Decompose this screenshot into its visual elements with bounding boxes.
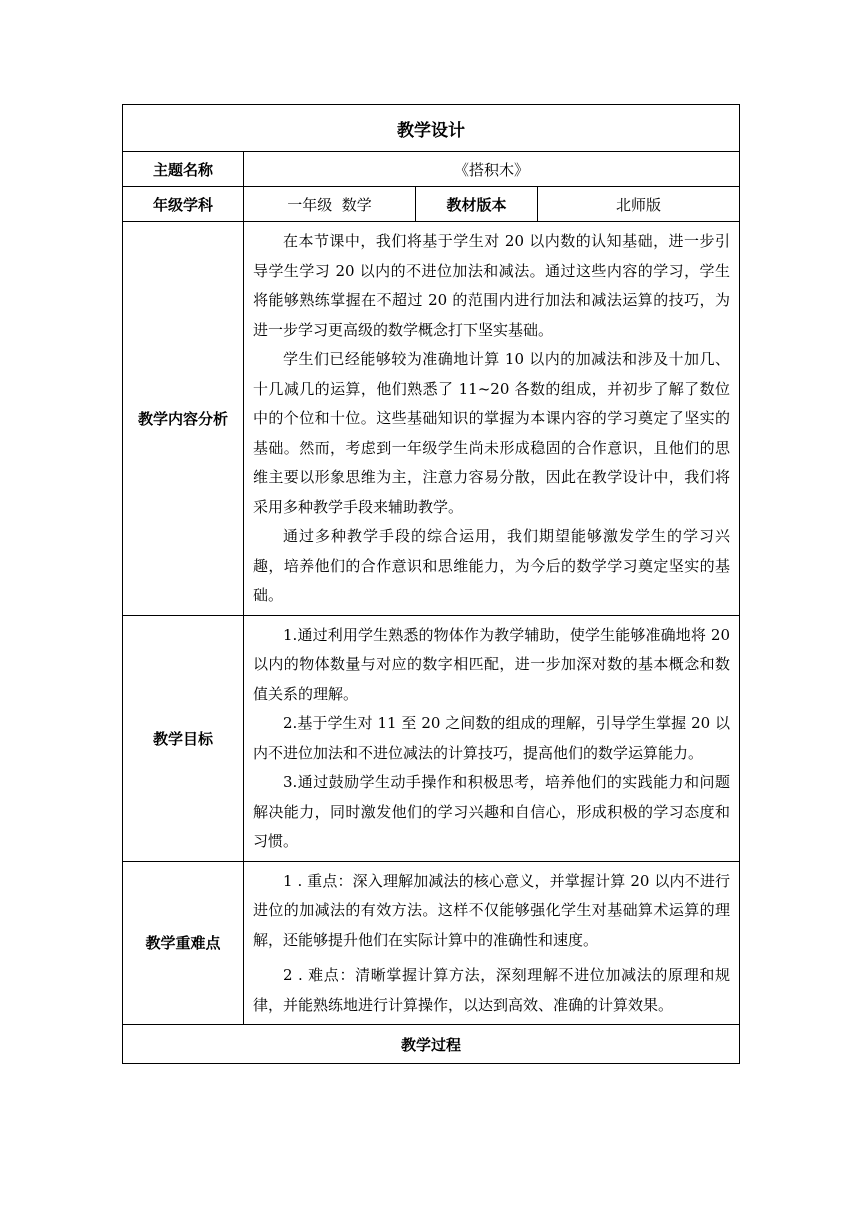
objective-item: 2.基于学生对 11 至 20 之间数的组成的理解，引导学生掌握 20 以内不进位加法和不进位减法的计算技巧，提高他们的数学运算能力。 xyxy=(253,714,730,762)
document-title: 教学设计 xyxy=(123,105,740,152)
objective-item: 3.通过鼓励学生动手操作和积极思考，培养他们的实践能力和问题解决能力，同时激发他们的学习兴趣和自信心，形成积极的学习态度和习惯。 xyxy=(253,773,730,850)
topic-value: 《搭积木》 xyxy=(244,152,740,187)
objectives-body xyxy=(244,615,740,861)
content-analysis-paragraph: 学生们已经能够较为准确地计算 10 以内的加减法和涉及十加几、十几减几的运算，他们熟悉了 11~20 各数的组成，并初步了解了数位中的个位和十位。这些基础知识的掌握为本课内容的学习奠定了坚实的基础。然而，考虑到一年级学生尚未形成稳固的合作意识，且他们的思维主要以形象思维为主，注意力容易分散，因此在教学设计中，我们将采用多种教学手段来辅助教学。 xyxy=(253,350,730,516)
content-analysis-paragraph: 通过多种教学手段的综合运用，我们期望能够激发学生的学习兴趣，培养他们的合作意识和思维能力，为今后的数学学习奠定坚实的基础。 xyxy=(253,527,730,604)
grade-subject-label: 年级学科 xyxy=(123,187,244,222)
process-heading: 教学过程 xyxy=(123,1025,740,1064)
key-point-item: 1 . 重点：深入理解加减法的核心意义，并掌握计算 20 以内不进行进位的加减法的有效方法。这样不仅能够强化学生对基础算术运算的理解，还能够提升他们在实际计算中的准确性和速度。 xyxy=(253,871,730,949)
key-points-body xyxy=(244,861,740,1025)
key-point-item: 2 . 难点：清晰掌握计算方法，深刻理解不进位加减法的原理和规律，并能熟练地进行计算操作，以达到高效、准确的计算效果。 xyxy=(253,966,730,1014)
objective-item: 1.通过利用学生熟悉的物体作为教学辅助，使学生能够准确地将 20 以内的物体数量与对应的数字相匹配，进一步加深对数的基本概念和数值关系的理解。 xyxy=(253,625,730,703)
content-analysis-body xyxy=(244,222,740,616)
key-points-label: 教学重难点 xyxy=(123,861,244,1025)
content-analysis-label: 教学内容分析 xyxy=(123,222,244,616)
objectives-label: 教学目标 xyxy=(123,615,244,861)
grade-subject-value: 一年级 数学 xyxy=(244,187,416,222)
edition-value: 北师版 xyxy=(538,187,740,222)
topic-label: 主题名称 xyxy=(123,152,244,187)
content-analysis-paragraph: 在本节课中，我们将基于学生对 20 以内数的认知基础，进一步引导学生学习 20 以内的不进位加法和减法。通过这些内容的学习，学生将能够熟练掌握在不超过 20 的范围内进行加法和减法运算的技巧，为进一步学习更高级的数学概念打下坚实基础。 xyxy=(253,232,730,339)
lesson-design-table xyxy=(122,104,740,1064)
edition-label: 教材版本 xyxy=(416,187,538,222)
